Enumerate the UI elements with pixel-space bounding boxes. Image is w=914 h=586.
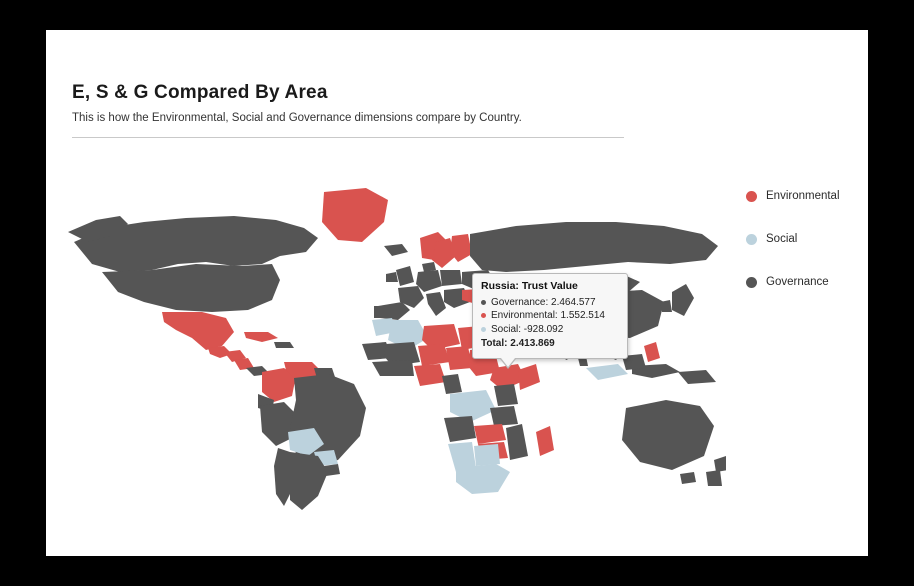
region-guinea-coast[interactable] [372, 360, 414, 376]
region-usa[interactable] [102, 264, 280, 312]
region-niger[interactable] [418, 344, 450, 366]
region-spain[interactable] [378, 302, 410, 320]
social-dot-icon [481, 327, 486, 332]
region-tanzania[interactable] [490, 406, 518, 426]
governance-dot-icon [481, 300, 486, 305]
region-mexico[interactable] [162, 312, 234, 350]
social-legend-dot-icon [746, 234, 757, 245]
region-germany[interactable] [416, 270, 442, 292]
region-poland[interactable] [440, 270, 462, 286]
region-chad[interactable] [446, 346, 472, 370]
region-new-zealand-n[interactable] [714, 456, 726, 472]
region-tasmania[interactable] [680, 472, 696, 484]
region-kenya[interactable] [494, 384, 518, 406]
region-new-zealand-s[interactable] [706, 470, 722, 486]
region-somalia[interactable] [518, 364, 540, 390]
legend-label-governance: Governance [766, 276, 829, 288]
tooltip-social-value: Social: -928.092 [491, 323, 564, 335]
tooltip-row-social [481, 323, 619, 337]
region-nigeria[interactable] [414, 364, 446, 386]
legend-label-social: Social [766, 233, 798, 245]
page-subtitle: This is how the Environmental, Social and Governance dimensions compare by Country. [72, 112, 522, 124]
tooltip-environmental-value: Environmental: 1.552.514 [491, 310, 605, 321]
region-cameroon[interactable] [442, 374, 462, 394]
environmental-dot-icon [481, 313, 486, 318]
region-angola[interactable] [444, 416, 476, 442]
region-philippines[interactable] [644, 342, 660, 362]
tooltip-row-environmental [481, 309, 619, 323]
region-botswana[interactable] [474, 444, 500, 466]
region-russia[interactable] [470, 222, 718, 272]
region-papua[interactable] [678, 370, 716, 384]
region-ireland[interactable] [386, 272, 398, 282]
report-card [46, 30, 868, 556]
legend-item-governance[interactable] [746, 271, 866, 293]
page-title: E, S & G Compared By Area [72, 82, 328, 103]
world-map[interactable] [66, 160, 726, 520]
tooltip-governance-value: Governance: 2.464.577 [491, 296, 596, 308]
region-korea[interactable] [660, 300, 672, 312]
environmental-legend-dot-icon [746, 191, 757, 202]
region-cuba[interactable] [244, 332, 278, 342]
region-japan[interactable] [672, 284, 694, 316]
tooltip-total: Total: 2.413.869 [481, 338, 555, 349]
region-indonesia-west[interactable] [586, 364, 628, 380]
map-tooltip [472, 273, 628, 359]
region-chile[interactable] [274, 448, 292, 506]
region-iceland[interactable] [384, 244, 408, 256]
region-australia[interactable] [622, 400, 714, 470]
tooltip-row-governance [481, 296, 619, 310]
region-south-africa[interactable] [456, 464, 510, 494]
region-greenland[interactable] [322, 188, 388, 242]
governance-legend-dot-icon [746, 277, 757, 288]
tooltip-title: Russia: Trust Value [481, 280, 578, 292]
legend-item-social[interactable] [746, 228, 866, 250]
region-uruguay[interactable] [324, 464, 340, 476]
region-portugal[interactable] [374, 306, 382, 318]
region-zambia[interactable] [474, 424, 506, 444]
legend-item-environmental[interactable] [746, 185, 866, 207]
region-hispaniola[interactable] [274, 342, 294, 348]
region-uk[interactable] [396, 266, 414, 286]
header-divider [72, 137, 624, 138]
region-mozambique[interactable] [506, 424, 528, 460]
region-italy[interactable] [426, 292, 446, 316]
legend-label-environmental: Environmental [766, 190, 840, 202]
region-madagascar[interactable] [536, 426, 554, 456]
legend [746, 185, 866, 314]
